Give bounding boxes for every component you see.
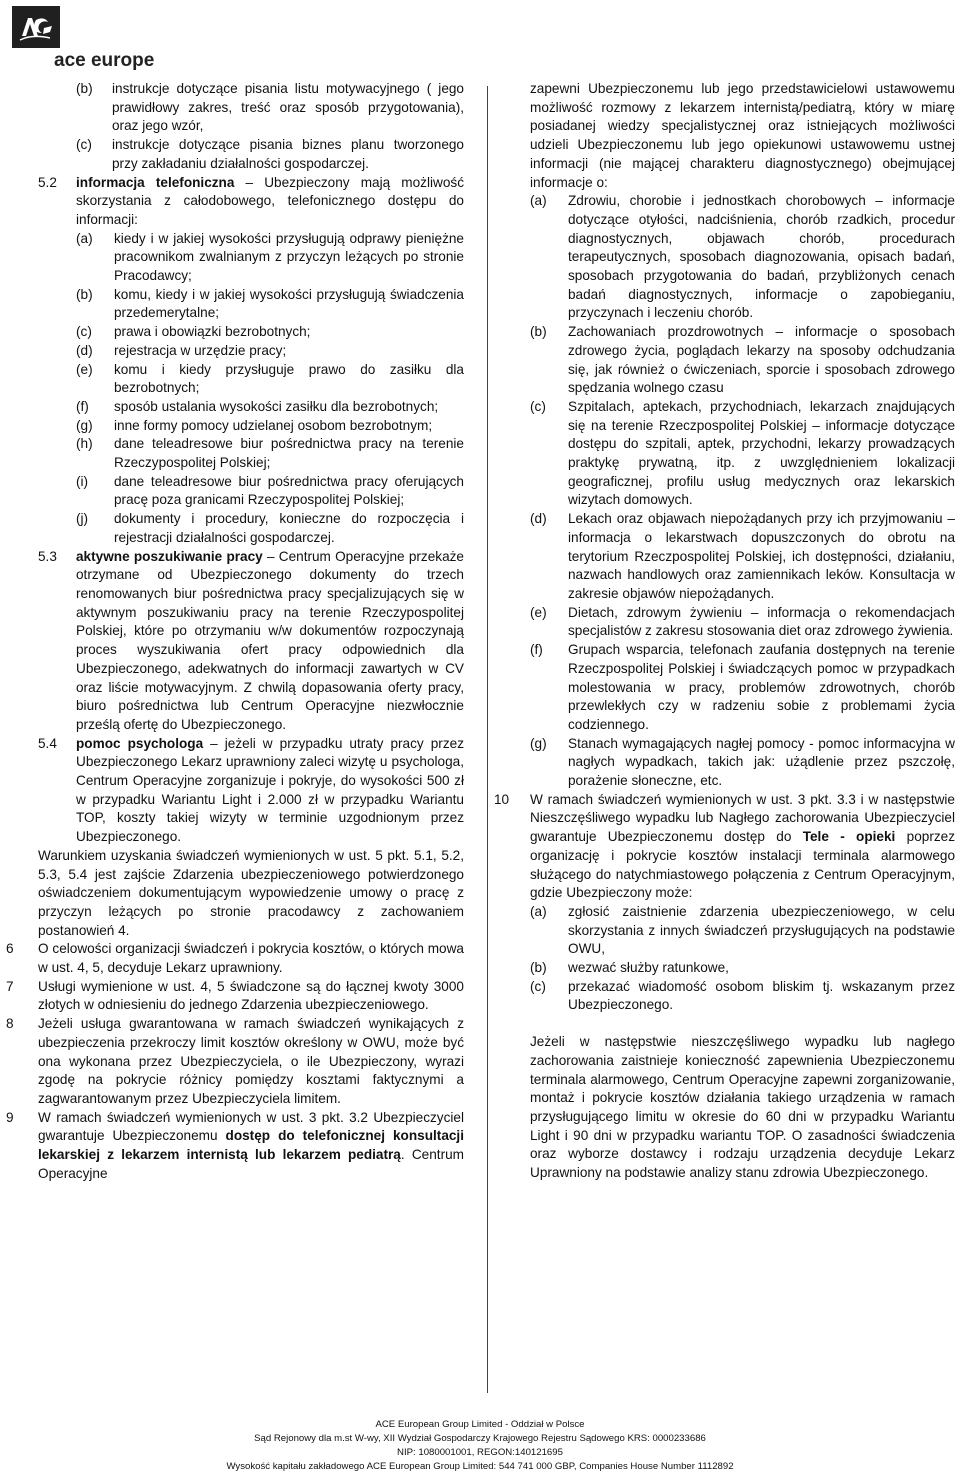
- section-text: – jeżeli w przypadku utraty pracy przez Ubezpieczonego Lekarz uprawniony zaleci wizytę u psychologa, Centrum Operacyjne zorganizuje i pokryje, do wysokości 500 zł w przypadku Wariantu Light i 2.000 zł w przypadku Wariantu TOP, koszty takiej wizyty w terminie uzgodnionym przez Ubezpieczonego.: [76, 735, 464, 845]
- list-item: [76, 361, 464, 398]
- item-label: (g): [76, 417, 93, 433]
- paragraph-bold-text: dostęp do telefonicznej konsultacji lekarskiej z lekarzem internistą lub lekarzem pediatrą: [38, 1128, 464, 1163]
- list-item: [76, 80, 464, 136]
- warunek-paragraph: Warunkiem uzyskania świadczeń wymienionych w ust. 5 pkt. 5.1, 5.2, 5.3, 5.4 jest zajście Zdarzenia ubezpieczeniowego potwierdzonego oświadczeniem dokumentującym wypowiedzenie umowy o pracę z przyczyn leżących po stronie pracodawcy z zachowaniem postanowień 4.: [38, 847, 464, 938]
- item-text: rejestracja w urzędzie pracy;: [114, 342, 287, 358]
- paragraph-text-end: . Centrum Operacyjne: [38, 1147, 464, 1181]
- logo-text: ace europe: [54, 50, 155, 71]
- item-text: sposób ustalania wysokości zasiłku dla bezrobotnych;: [114, 398, 439, 414]
- item-label: (j): [76, 511, 89, 527]
- paragraph-bold-text: Tele - opieki: [802, 829, 896, 845]
- item-text: kiedy i w jakiej wysokości przysługują odprawy pieniężne pracownikom zwalnianym z przyczyn leżących po stronie Pracodawcy;: [114, 230, 464, 284]
- footer-line-2: Sąd Rejonowy dla m.st W-wy, XII Wydział Gospodarczy Krajowego Rejestru Sądowego KRS: 0000233686: [254, 1433, 706, 1444]
- section-5-2: [38, 174, 464, 548]
- paragraph-6: [6, 940, 464, 977]
- item-text: inne formy pomocy udzielanej osobom bezrobotnym;: [114, 417, 433, 433]
- list-item: [530, 510, 955, 604]
- item-label: (e): [76, 361, 93, 377]
- section-number: 5.4: [38, 735, 57, 751]
- item-label: (h): [76, 436, 93, 452]
- intro-items: [38, 80, 464, 174]
- item-text: instrukcje dotyczące pisania listu motywacyjnego ( jego prawidłowy zakres, treść oraz sposób przygotowania), oraz jego wzór,: [112, 81, 464, 134]
- paragraph-text: W ramach świadczeń wymienionych w ust. 3 pkt. 3.2 Ubezpieczyciel gwarantuje Ubezpieczonemu: [38, 1109, 464, 1144]
- item-text: dane teleadresowe biur pośrednictwa pracy oferujących pracę poza granicami Rzeczypospolitej Polskiej;: [114, 473, 464, 508]
- list-item: [530, 978, 955, 1015]
- item-text: Stanach wymagających nagłej pomocy - pomoc informacyjna w nagłych wypadkach, takich jak: użądlenie przez pszczołę, porażenie słoneczne, etc.: [568, 735, 955, 789]
- paragraph-8: [6, 1015, 464, 1109]
- item-text: Grupach wsparcia, telefonach zaufania dostępnych na terenie Rzeczpospolitej Polskiej i świadczących pomoc w przypadkach molestowania w pracy, problemów zdrowotnych, chorób przewlekłych czy w radzeniu sobie z problemami życia codziennego.: [568, 642, 955, 732]
- item-label: (f): [76, 398, 89, 414]
- paragraph-text: Jeżeli usługa gwarantowana w ramach świadczeń wynikających z ubezpieczenia przekroczy limit kosztów określony w OWU, może być ona wykonana przez Ubezpieczyciela, o ile Ubezpieczony, wyrazi zgodę na pokrycie różnicy pomiędzy kosztami faktycznymi a zagwarantowanym przez Ubezpieczyciela limitem.: [38, 1016, 464, 1106]
- item-label: (a): [76, 230, 93, 246]
- footer-line-1: ACE European Group Limited - Oddział w Polsce: [375, 1419, 585, 1430]
- left-column: [6, 80, 464, 1183]
- section-number: 5.3: [38, 548, 57, 564]
- list-item: [530, 323, 955, 398]
- paragraph-number: 6: [6, 941, 14, 957]
- footer-line-3: NIP: 1080001001, REGON:140121695: [397, 1447, 563, 1458]
- item-text: komu, kiedy i w jakiej wysokości przysługują świadczenia przedemerytalne;: [114, 286, 464, 321]
- item-text: dokumenty i procedury, konieczne do rozpoczęcia i rejestracji działalności gospodarczej.: [114, 511, 464, 545]
- item-text: Dietach, zdrowym żywieniu – informacja o rekomendacjach specjalistów z zakresu stosowania diet oraz zdrowego żywienia.: [568, 604, 955, 639]
- list-item: [76, 398, 464, 417]
- item-text: Szpitalach, aptekach, przychodniach, lekarzach znajdujących się na terenie Rzeczpospolitej Polskiej – informacje dotyczące dostępu do szpitali, aptek, przychodni, lekarzy prowadzących praktykę prywatną, itp. z uwzględnieniem lokalizacji geograficznej, profilu usług medycznych oraz lekarskich wizytach domowych.: [568, 398, 955, 508]
- ace-logo-icon: [12, 6, 60, 48]
- paragraph-text: O celowości organizacji świadczeń i pokrycia kosztów, o których mowa w ust. 4, 5, decyduje Lekarz uprawniony.: [38, 941, 464, 976]
- list-item: [530, 735, 955, 791]
- paragraph-number: 9: [6, 1109, 14, 1125]
- section-title: informacja telefoniczna: [76, 174, 235, 190]
- column-divider: [487, 86, 488, 1393]
- item-label: (i): [76, 473, 89, 489]
- item-label: (e): [530, 604, 547, 620]
- footer-line-4: Wysokość kapitału zakładowego ACE European Group Limited: 544 741 000 GBP, Companies House Number 1112892: [226, 1461, 734, 1472]
- right-column: [494, 80, 955, 1183]
- list-item: [530, 398, 955, 510]
- item-label: (d): [76, 342, 93, 358]
- item-label: (a): [530, 193, 547, 209]
- section-title: aktywne poszukiwanie pracy: [76, 548, 263, 564]
- item-text: komu i kiedy przysługuje prawo do zasiłku dla bezrobotnych;: [114, 361, 464, 396]
- item-text: dane teleadresowe biur pośrednictwa pracy na terenie Rzeczypospolitej Polskiej;: [114, 436, 464, 471]
- paragraph-text: Usługi wymienione w ust. 4, 5 świadczone są do łącznej kwoty 3000 złotych w odniesieniu do jednego Zdarzenia ubezpieczeniowego.: [38, 978, 464, 1013]
- paragraph-10: [494, 791, 955, 903]
- item-text: prawa i obowiązki bezrobotnych;: [114, 324, 311, 340]
- paragraph-number: 7: [6, 978, 14, 994]
- list-item: [530, 959, 955, 978]
- list-item: [76, 417, 464, 436]
- item-text: wezwać służby ratunkowe,: [568, 960, 729, 976]
- item-label: (c): [530, 978, 546, 994]
- item-label: (c): [76, 324, 92, 340]
- item-text: Lekach oraz objawach niepożądanych przy ich przyjmowaniu – informacja o lekarstwach dopuszczonych do obrotu na terytorium Rzeczpospolitej Polskiej, ich dostępności, działaniu, nazwach handlowych oraz zamiennikach leków. Konsultacja w zakresie objawów niepożądanych.: [568, 511, 955, 601]
- item-label: (a): [530, 903, 547, 919]
- list-item: [76, 230, 464, 286]
- list-item: [76, 323, 464, 342]
- item-text: przekazać wiadomość osobom bliskim tj. wskazanym przez Ubezpieczonego.: [568, 978, 955, 1013]
- list-item: [530, 903, 955, 959]
- item-label: (b): [76, 81, 93, 96]
- section-text: – Ubezpieczony mają możliwość skorzystania z całodobowego, telefonicznego dostępu do informacji:: [76, 174, 464, 227]
- section-5-3: [38, 548, 464, 735]
- item-label: (f): [530, 642, 543, 658]
- ace-logo-mark: [12, 6, 60, 48]
- paragraph-9: [6, 1109, 464, 1184]
- list-item: [530, 604, 955, 641]
- paragraph-text: W ramach świadczeń wymienionych w ust. 3 pkt. 3.3 i w następstwie Nieszczęśliwego wypadku lub Nagłego zachorowania Ubezpieczyciel gwarantuje Ubezpieczonemu dostęp do: [530, 791, 955, 845]
- list-item: [76, 435, 464, 472]
- paragraph-7: [6, 978, 464, 1015]
- list-item: [76, 286, 464, 323]
- item-text: instrukcje dotyczące pisania biznes planu tworzonego przy zakładaniu działalności gospodarczej.: [112, 137, 464, 171]
- item-text: Zachowaniach prozdrowotnych – informacje o sposobach zdrowego życia, poglądach lekarzy na sposoby odchudzania się, jak również o ćwiczeniach, sporcie i sposobach zdrowego spędzania wolnego czasu: [568, 324, 955, 396]
- right-intro: zapewni Ubezpieczonemu lub jego przedstawicielowi ustawowemu możliwość rozmowy z lekarzem internistą/pediatrą, który w miarę posiadanej wiedzy specjalistycznej oraz istniejących możliwości udzieli Ubezpieczonemu lub jego opiekunowi ustawowemu ustnej informacji (nie mającej charakteru diagnostycznego) obejmującej informacje o:: [530, 81, 955, 190]
- section-title: pomoc psychologa: [76, 735, 204, 751]
- paragraph-number: 10: [494, 791, 510, 807]
- item-label: (b): [530, 324, 547, 340]
- closing-paragraph: Jeżeli w następstwie nieszczęśliwego wypadku lub nagłego zachorowania zaistnieje konieczność zapewnienia Ubezpieczonemu terminala alarmowego, Centrum Operacyjne zapewni zorganizowanie, montaż i pokrycie kosztów działania takiego urządzenia w ramach przysługującego limitu w okresie do 60 dni w przypadku Wariantu Light i 90 dni w przypadku wariantu TOP. O zasadności świadczenia oraz wyborze dostawcy i rodzaju urządzenia decyduje Lekarz Uprawniony na podstawie analizy stanu zdrowia Ubezpieczonego.: [530, 1034, 955, 1181]
- item-text: Zdrowiu, chorobie i jednostkach chorobowych – informacje dotyczące otyłości, nadciśnienia, chorób rzadkich, procedur diagnostycznych, objawach chorób, procedurach terapeutycznych, sposobach diagnozowania, opisach badań, sposobach przygotowania do badań, przybliżonych cenach badań diagnostycznych, informacje o zapobieganiu, przyczynach i leczeniu chorób.: [568, 193, 955, 321]
- list-item: [76, 342, 464, 361]
- item-label: (g): [530, 735, 547, 751]
- item-label: (b): [76, 286, 93, 302]
- item-text: zgłosić zaistnienie zdarzenia ubezpieczeniowego, w celu skorzystania z innych świadczeń przysługujących na podstawie OWU,: [568, 903, 955, 957]
- list-item: [76, 510, 464, 547]
- item-label: (d): [530, 511, 547, 527]
- section-number: 5.2: [38, 174, 57, 190]
- list-item: [76, 473, 464, 510]
- list-item: [530, 192, 955, 323]
- paragraph-number: 8: [6, 1016, 14, 1032]
- list-item: [76, 136, 464, 173]
- item-label: (b): [530, 960, 547, 976]
- item-label: (c): [76, 137, 92, 153]
- paragraph-text-end: poprzez organizację i pokrycie kosztów instalacji terminala alarmowego służącego do natychmiastowego połączenia z Centrum Operacyjnym, gdzie Ubezpieczony może:: [530, 829, 955, 901]
- section-5-4: [38, 735, 464, 847]
- item-label: (c): [530, 398, 546, 414]
- list-item: [530, 641, 955, 735]
- section-text: – Centrum Operacyjne przekaże otrzymane od Ubezpieczonego dokumenty do trzech renomowanych biur pośrednictwa pracy specjalizujących się w aktywnym poszukiwaniu pracy na terenie Rzeczypospolitej Polskiej, które po otrzymaniu w/w dokumentów rozpoczynają proces wyszukiwania ofert pracy odpowiednich dla Ubezpieczonego, adekwatnych do informacji zawartych w CV oraz liście motywacyjnym. Z chwilą dopasowania oferty pracy, biuro pośrednictwa lub Centrum Operacyjne niezwłocznie prześlą ofertę do Ubezpieczonego.: [76, 548, 464, 732]
